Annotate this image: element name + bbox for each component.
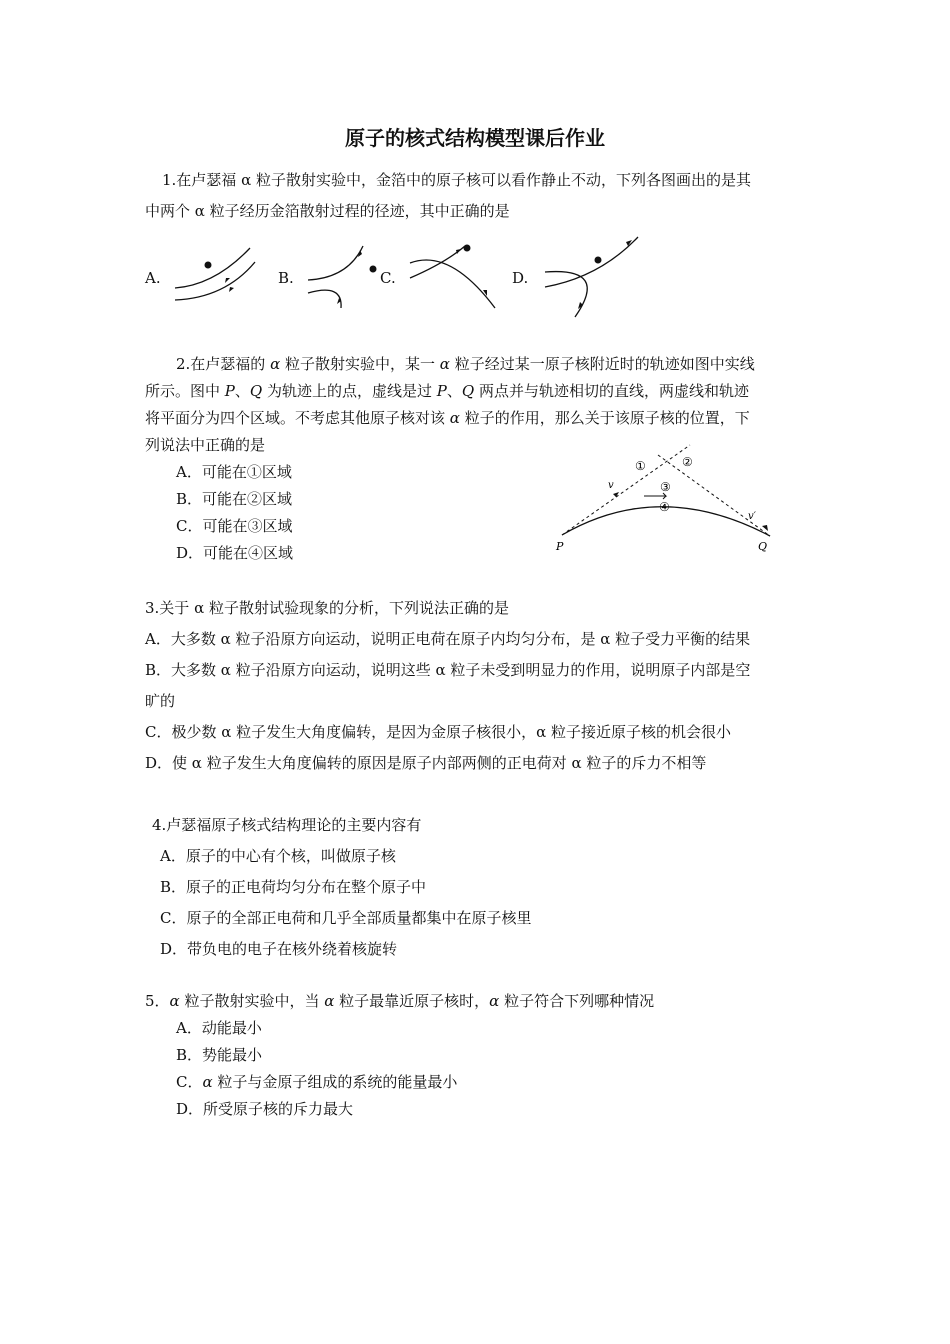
q3-option-b-line2: 旷的 <box>145 692 176 710</box>
q2-text: 、 <box>446 382 462 400</box>
velocity-arrow-p <box>613 492 619 497</box>
tangent-line-q <box>658 455 770 536</box>
point-p: P <box>224 382 235 400</box>
q2-text: 粒子散射实验中，某一 <box>280 355 440 373</box>
q3-option-c: C．极少数 α 粒子发生大角度偏转，是因为金原子核很小，α 粒子接近原子核的机会很小 <box>145 723 732 741</box>
q5-text: 5． <box>145 992 170 1010</box>
velocity-arrow-q <box>762 525 768 531</box>
q5-text: 粒子最靠近原子核时， <box>334 992 490 1010</box>
q2-text: 两点并与轨迹相切的直线，两虚线和轨迹 <box>474 382 749 400</box>
velocity-label-vprime: v′ <box>748 511 756 522</box>
q3-option-d: D．使 α 粒子发生大角度偏转的原因是原子内部两侧的正电荷对 α 粒子的斥力不相等 <box>145 754 707 772</box>
q1-figure-b <box>303 238 393 318</box>
q3-stem: 3.关于 α 粒子散射试验现象的分析，下列说法正确的是 <box>145 599 509 617</box>
q2-text: 、 <box>234 382 250 400</box>
q2-stem-line4: 列说法中正确的是 <box>145 436 266 454</box>
q4-stem: 4.卢瑟福原子核式结构理论的主要内容有 <box>152 816 422 834</box>
q1-option-d-label: D. <box>512 269 529 287</box>
q1-stem-line1: 1.在卢瑟福 α 粒子散射实验中，金箔中的原子核可以看作静止不动，下列各图画出的是其 <box>162 171 751 189</box>
point-q: Q <box>461 382 475 400</box>
q2-option-b: B．可能在②区域 <box>176 490 293 508</box>
q5-text: 粒子与金原子组成的系统的能量最小 <box>212 1073 458 1091</box>
q4-option-a: A．原子的中心有个核，叫做原子核 <box>160 847 396 865</box>
alpha-symbol: α <box>169 992 180 1010</box>
q2-text: 为轨迹上的点，虚线是过 <box>262 382 437 400</box>
q5-text: 粒子散射实验中，当 <box>179 992 325 1010</box>
q2-stem-line2 <box>145 381 749 401</box>
region-3-label: ③ <box>660 480 671 494</box>
q2-text: 将平面分为四个区域。不考虑其他原子核对该 <box>145 409 450 427</box>
q5-stem <box>145 991 654 1011</box>
q5-text: C． <box>176 1073 203 1091</box>
q5-option-b: B．势能最小 <box>176 1046 263 1064</box>
q3-option-a: A．大多数 α 粒子沿原方向运动，说明正电荷在原子内均匀分布，是 α 粒子受力平衡的结果 <box>145 630 751 648</box>
q1-option-b-label: B. <box>278 269 294 287</box>
alpha-symbol: α <box>202 1073 213 1091</box>
q2-stem-line3 <box>145 408 750 428</box>
q2-option-a: A．可能在①区域 <box>176 463 292 481</box>
q2-text: 2.在卢瑟福的 <box>176 355 271 373</box>
alpha-symbol: α <box>270 355 281 373</box>
tangent-line-p <box>562 445 690 535</box>
point-p: P <box>436 382 447 400</box>
alpha-symbol: α <box>324 992 335 1010</box>
q4-option-c: C．原子的全部正电荷和几乎全部质量都集中在原子核里 <box>160 909 532 927</box>
q4-option-b: B．原子的正电荷均匀分布在整个原子中 <box>160 878 427 896</box>
q2-text: 粒子的作用，那么关于该原子核的位置，下 <box>459 409 750 427</box>
region-1-label: ① <box>635 459 646 473</box>
q3-option-b-line1: B．大多数 α 粒子沿原方向运动，说明这些 α 粒子未受到明显力的作用，说明原子内部是空 <box>145 661 751 679</box>
alpha-symbol: α <box>449 409 460 427</box>
q1-figure-a <box>170 240 260 310</box>
q1-figure-c <box>405 238 505 318</box>
q4-option-d: D．带负电的电子在核外绕着核旋转 <box>160 940 398 958</box>
point-q: Q <box>249 382 263 400</box>
q5-text: 粒子符合下列哪种情况 <box>499 992 655 1010</box>
q1-stem-line2: 中两个 α 粒子经历金箔散射过程的径迹，其中正确的是 <box>145 202 510 220</box>
q2-trajectory-figure <box>550 440 790 555</box>
q2-text: 所示。图中 <box>145 382 225 400</box>
point-q-label: Q <box>758 540 768 553</box>
q5-option-d: D．所受原子核的斥力最大 <box>176 1100 354 1118</box>
region-4-label: ④ <box>659 500 670 514</box>
region-2-label: ② <box>682 455 693 469</box>
q5-option-c <box>176 1072 457 1092</box>
q1-figure-d <box>540 232 645 322</box>
velocity-label-v: v <box>608 480 614 491</box>
page-title: 原子的核式结构模型课后作业 <box>345 126 605 150</box>
q1-option-c-label: C. <box>380 269 396 287</box>
q2-option-d: D．可能在④区域 <box>176 544 294 562</box>
alpha-symbol: α <box>489 992 500 1010</box>
q5-option-a: A．动能最小 <box>176 1019 262 1037</box>
q2-option-c: C．可能在③区域 <box>176 517 293 535</box>
q2-stem-line1 <box>176 354 755 374</box>
point-p-label: P <box>556 540 564 553</box>
q1-option-a-label: A. <box>145 269 161 287</box>
alpha-symbol: α <box>439 355 450 373</box>
q2-text: 粒子经过某一原子核附近时的轨迹如图中实线 <box>449 355 755 373</box>
